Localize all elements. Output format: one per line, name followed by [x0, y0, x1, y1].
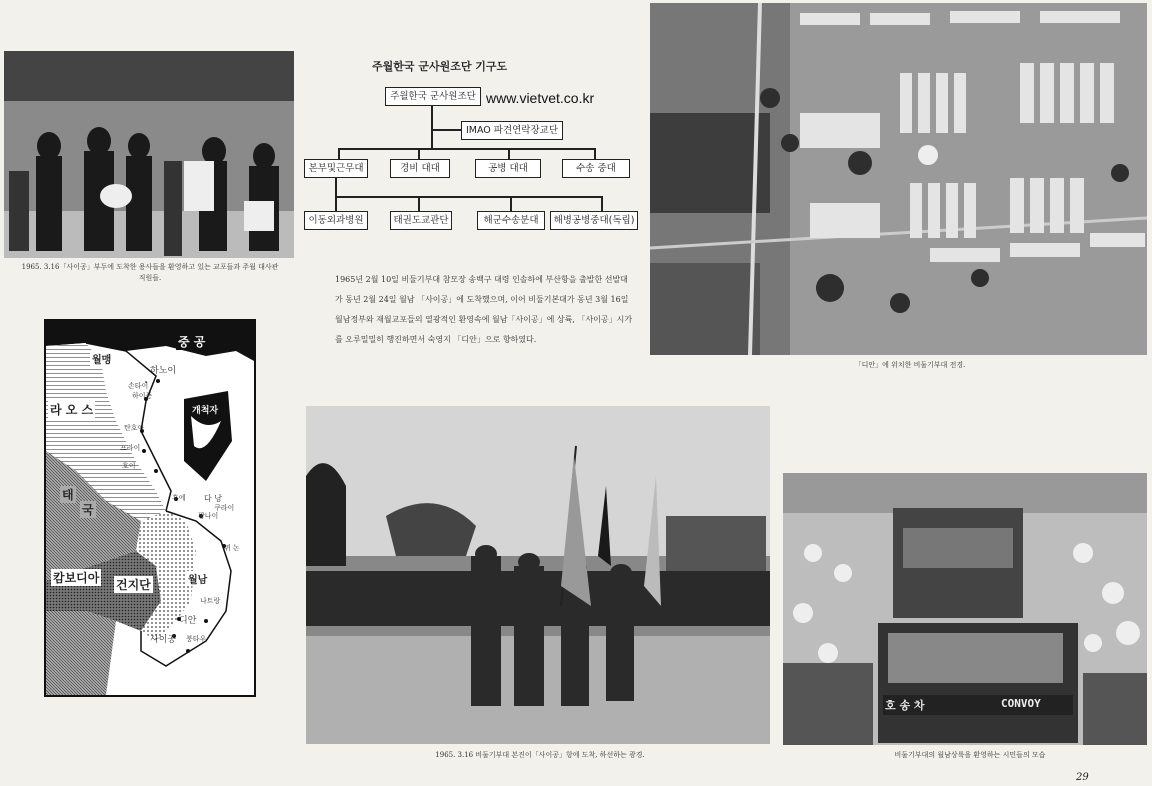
org-unit-engineer: 공병 대대 — [475, 159, 541, 178]
city-dian: 디안 — [179, 616, 197, 626]
org-sub-marine: 해병공병중대(독립) — [550, 211, 638, 230]
caption-welcome-crowd: 1965. 3.16「사이공」부두에 도착한 용사들을 환영하고 있는 교포들과 주월 대사관 직원들. — [21, 263, 279, 282]
city-vungtau: 붕타우 — [186, 635, 207, 643]
map-label-china: 중 공 — [178, 335, 206, 349]
city-nhatrang: 나트랑 — [200, 597, 221, 605]
page-number: 29 — [1076, 772, 1089, 783]
map-label-thailand-1: 태 — [62, 488, 74, 502]
org-sub-taekwondo: 태권도교관단 — [390, 211, 452, 230]
city-thanhhoa: 탄호아 — [124, 424, 145, 432]
city-saigon: 사이공 — [150, 635, 177, 645]
caption-aerial: 「디안」에 위치한 비둘기부대 전경. — [854, 361, 966, 369]
city-danang: 다 낭 — [204, 494, 222, 503]
org-unit-hq: 본부및근무대 — [304, 159, 368, 178]
city-hanoi: 하노이 — [150, 366, 177, 376]
org-root-box: 주월한국 군사원조단 — [385, 87, 481, 106]
map-label-laos: 라 오 스 — [50, 403, 94, 417]
org-sub-navy: 해군수송분대 — [477, 211, 545, 230]
convoy-text-korean: 호 송 차 — [885, 699, 925, 712]
map-emblem-text: 개척자 — [192, 406, 219, 416]
map-label-base: 건지단 — [116, 578, 151, 592]
city-hoi: 호이 — [122, 462, 136, 470]
caption-convoy: 비둘기부대의 월남상륙을 환영하는 시민들의 모습 — [894, 751, 1046, 759]
map-label-cambodia: 캄보디아 — [53, 571, 100, 585]
org-sub-surgical: 이동외과병원 — [304, 211, 368, 230]
org-unit-transport: 수송 중대 — [562, 159, 630, 178]
map-label-north-vietnam: 월맹 — [90, 351, 113, 366]
city-hue: 후에 — [172, 494, 186, 502]
photo-welcome-crowd — [4, 51, 294, 258]
city-haiphong: 하이퐁 — [132, 392, 153, 400]
map-label-south-vietnam: 월남 — [186, 571, 209, 586]
org-imao-box: IMAO 파견연락장교단 — [461, 121, 563, 140]
watermark: www.vietvet.co.kr — [486, 90, 595, 106]
photo-parade — [306, 406, 770, 744]
caption-parade: 1965. 3.16 비둘기부대 본진이「사이공」항에 도착, 하선하는 광경. — [435, 751, 645, 759]
city-sontay: 손타이 — [128, 382, 149, 390]
convoy-text-english: CONVOY — [1001, 697, 1041, 710]
vietnam-map — [44, 319, 256, 697]
city-quangngai: 꽝나이 — [198, 512, 219, 520]
photo-convoy — [783, 473, 1147, 745]
body-paragraph: 1965년 2월 10일 비둘기부대 참모장 송백구 대령 인솔하에 부산항을 출발한 선발대가 동년 2월 24일 월남 「사이공」에 도착했으며, 이어 비둘기본대가 동년 3월 16일 월남정부와 재월교포들의 열광적인 환영속에 월남「사이공」에 상륙, 「사이공」시가를 오루밀밀히 행진하면서 숙영지 「디안」으로 향하였다. — [335, 275, 633, 344]
city-quirai: 쿠라이 — [214, 504, 235, 512]
photo-aerial-base — [650, 3, 1147, 355]
org-unit-security: 경비 대대 — [390, 159, 450, 178]
city-quinon: 퀴 논 — [224, 544, 240, 552]
city-prai: 프라이 — [120, 444, 141, 452]
map-label-thailand-2: 국 — [82, 503, 94, 517]
org-chart-title: 주월한국 군사원조단 기구도 — [372, 60, 508, 73]
